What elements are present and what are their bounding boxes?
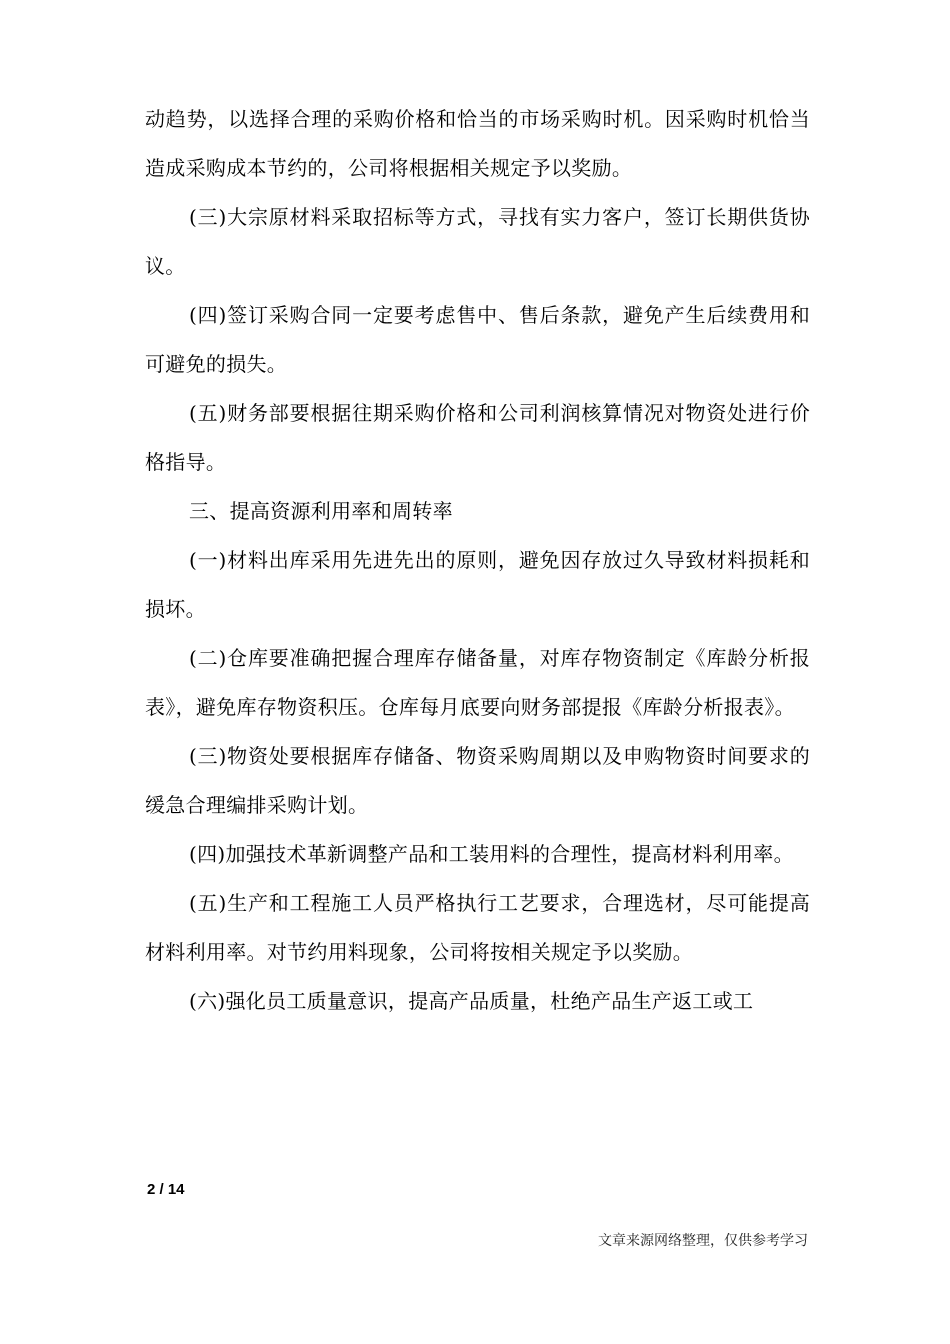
document-body [145, 95, 810, 1026]
paragraph-2: (三)大宗原材料采取招标等方式，寻找有实力客户，签订长期供货协议。 [145, 205, 810, 278]
section-heading: 三、提高资源利用率和周转率 [189, 499, 453, 523]
page-number: 2 / 14 [147, 1181, 185, 1198]
paragraph-1: 动趋势，以选择合理的采购价格和恰当的市场采购时机。因采购时机恰当造成采购成本节约的，公司将根据相关规定予以奖励。 [145, 107, 810, 180]
paragraph-7: (二)仓库要准确把握合理库存储备量，对库存物资制定《库龄分析报表》，避免库存物资积压。仓库每月底要向财务部提报《库龄分析报表》。 [145, 646, 810, 719]
paragraph-6: (一)材料出库采用先进先出的原则，避免因存放过久导致材料损耗和损坏。 [145, 548, 810, 621]
source-note: 文章来源网络整理，仅供参考学习 [598, 1233, 808, 1249]
paragraph-9: (四)加强技术革新调整产品和工装用料的合理性，提高材料利用率。 [189, 842, 794, 866]
paragraph-11: (六)强化员工质量意识，提高产品质量，杜绝产品生产返工或工 [189, 989, 754, 1013]
paragraph-4: (五)财务部要根据往期采购价格和公司利润核算情况对物资处进行价格指导。 [145, 401, 810, 474]
paragraph-3: (四)签订采购合同一定要考虑售中、售后条款，避免产生后续费用和可避免的损失。 [145, 303, 810, 376]
paragraph-10: (五)生产和工程施工人员严格执行工艺要求，合理选材，尽可能提高材料利用率。对节约用料现象，公司将按相关规定予以奖励。 [145, 891, 810, 964]
paragraph-8: (三)物资处要根据库存储备、物资采购周期以及申购物资时间要求的缓急合理编排采购计划。 [145, 744, 810, 817]
